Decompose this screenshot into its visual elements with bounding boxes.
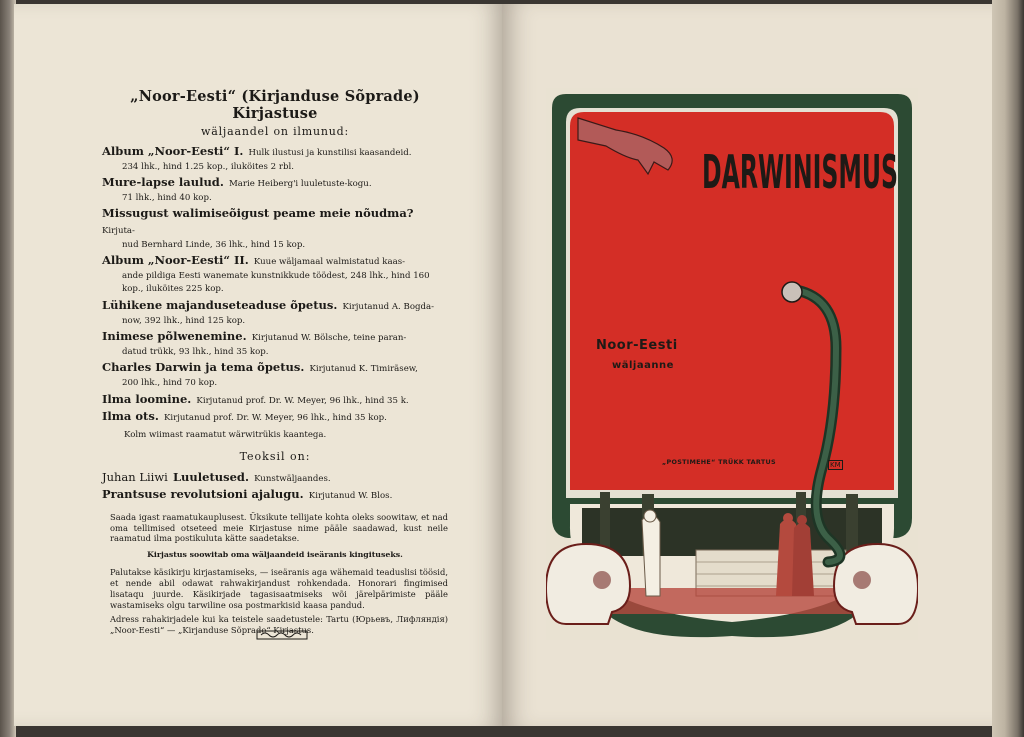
catalog-entry <box>102 359 448 390</box>
entry-title: Missugust walimiseõigust peame meie nõudma? <box>102 206 414 221</box>
catalog-entry <box>102 174 448 205</box>
in-press-entry <box>102 469 448 487</box>
entry-title: Mure-lapse laulud. <box>102 175 224 190</box>
entry-desc: Marie Heiberg'i luuletuste-kogu. <box>228 179 372 190</box>
entry-details: nud Bernhard Linde, 36 lhk., hind 15 kop. <box>122 239 306 250</box>
cover-imprint-publisher: Noor-Eesti <box>596 338 678 353</box>
cover-imprint-edition: wäljaanne <box>612 360 674 371</box>
entry-desc: Kirjutanud W. Bölsche, teine paran- <box>251 333 407 344</box>
book-edge-right <box>992 0 1024 737</box>
catalog-entry <box>102 205 448 252</box>
entry-title: Album „Noor-Eesti“ II. <box>102 253 249 268</box>
entry-title: Prantsuse revolutsioni ajalugu. <box>102 487 304 502</box>
catalog-entry <box>102 252 448 297</box>
catalog-title: „Noor-Eesti“ (Kirjanduse Sõprade) Kirjastuse <box>130 88 420 122</box>
catalog-entry <box>102 391 448 409</box>
entry-author: Juhan Liiwi <box>102 469 168 484</box>
in-press-entry <box>102 486 448 504</box>
catalog-entry <box>102 297 448 328</box>
entry-title: Ilma ots. <box>102 409 159 424</box>
entry-details: now, 392 lhk., hind 125 kop. <box>122 315 246 326</box>
entry-details: 234 lhk., hind 1.25 kop., iluköites 2 rbl. <box>122 161 294 172</box>
entry-desc: Kuue wäljamaal walmistatud kaas- <box>253 257 406 268</box>
cover-title <box>700 136 900 206</box>
entry-desc: Kirjutanud prof. Dr. W. Meyer, 96 lhk., hind 35 k. <box>196 395 409 406</box>
entry-desc: Kirjuta- <box>102 225 135 236</box>
entry-desc: Kirjutanud A. Bogda- <box>342 301 435 312</box>
entry-title: Luuletused. <box>172 469 249 484</box>
cover-printer: „POSTIMEHE“ TRÜKK TARTUS <box>662 458 776 466</box>
catalog-entry <box>102 408 448 426</box>
entry-title: Inimese põlwenemine. <box>102 329 247 344</box>
address-paragraph: Adress rahakirjadele kui ka teistele saadetustele: Tartu (Юрьевъ, Лифляндія) „Noor-Eesti“ — „Kirjanduse Sõprade“ Kirjastus. <box>110 614 448 636</box>
entry-details: 71 lhk., hind 40 kop. <box>122 192 212 203</box>
entry-title: Album „Noor-Eesti“ I. <box>102 144 244 158</box>
catalog-entry <box>102 328 448 359</box>
bound-note: Kolm wiimast raamatut wärwitrükis kaantega. <box>124 429 327 440</box>
entry-desc: Kirjutanud W. Blos. <box>308 491 393 502</box>
entry-title: Ilma loomine. <box>102 391 192 406</box>
entry-desc: Kirjutanud prof. Dr. W. Meyer, 96 lhk., hind 35 kop. <box>163 413 387 424</box>
entry-details: datud trükk, 93 lhk., hind 35 kop. <box>122 346 269 357</box>
catalog-entry <box>102 143 448 174</box>
entry-title: Lühikene majanduseteaduse õpetus. <box>102 297 338 312</box>
gift-note: Kirjastus soowitab oma wäljaandeid iseäranis kingituseks. <box>147 550 403 560</box>
entry-desc: Kirjutanud K. Timirãsew, <box>309 364 418 375</box>
entry-desc: Hulk ilustusi ja kunstilisi kaasandeid. <box>248 148 412 158</box>
publisher-catalog <box>102 88 448 636</box>
cover-title-text: DARWINISMUS <box>702 145 898 199</box>
ordering-paragraph: Saada igast raamatukauplusest. Üksikute tellijate kohta oleks soowitaw, et nad oma tellimised otseteed meie Kirjastuse nime pääle saadawad, kust neile raamatud ilma postikuluta kätte saadetakse. <box>110 511 448 544</box>
entry-title: Charles Darwin ja tema õpetus. <box>102 360 305 375</box>
ornament-icon <box>256 630 308 640</box>
entry-desc: Kunstwäljaandes. <box>254 473 331 484</box>
entry-details: ande pildiga Eesti wanemate kunstnikkude töödest, 248 lhk., hind 160 kop., iluköites 225 kop. <box>122 270 430 295</box>
manuscripts-paragraph: Palutakse käsikirju kirjastamiseks, — iseäranis aga wähemaid teaduslisi töösid, et nende abil odawat rahwakirjandust rohkendada. Honorari fingimised lisataqu juurde. Käsikirjade tagasisaatmiseks wõi järelpärimiste pääle wastamiseks olgu tarwiline osa postmarkisid kaasa pandud. <box>110 567 448 610</box>
catalog-subtitle: wäljaandel on ilmunud: <box>201 125 349 138</box>
entry-details: 200 lhk., hind 70 kop. <box>122 377 218 388</box>
in-press-heading: Teoksil on: <box>239 449 311 463</box>
artist-monogram: KM <box>830 461 841 469</box>
